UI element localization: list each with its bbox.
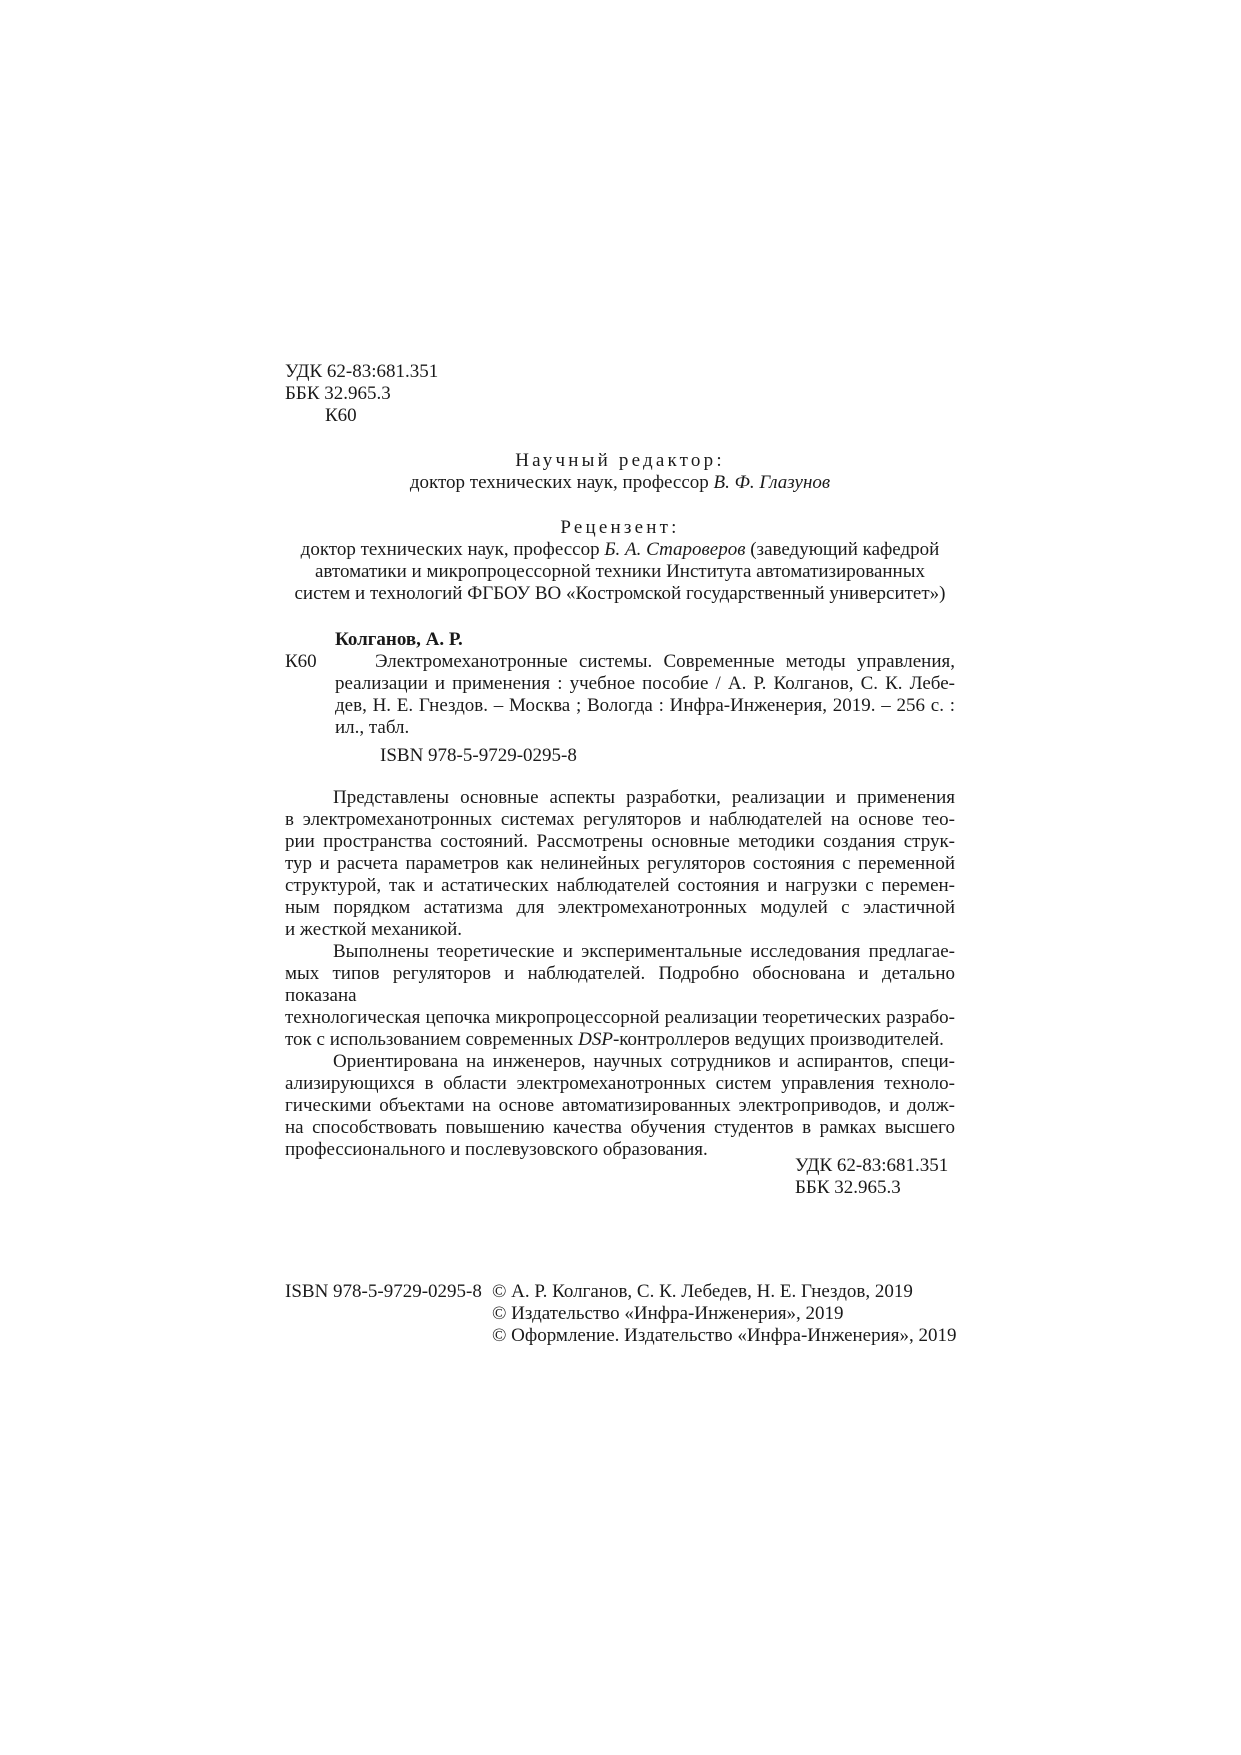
biblio-line: дев, Н. Е. Гнездов. – Москва ; Вологда : Инфра-Инженерия, 2019. – 256 с. :: [335, 695, 955, 716]
abstract-line: ализирующихся в области электромеханотронных систем управления техноло-: [285, 1073, 955, 1094]
copyright-block: [492, 1281, 957, 1347]
abstract-line: структурой, так и астатических наблюдателей состояния и нагрузки с перемен-: [285, 875, 955, 896]
reviewer-heading: Рецензент:: [560, 517, 680, 538]
biblio-line: реализации и применения : учебное пособие / А. Р. Колганов, С. К. Лебе-: [335, 673, 955, 694]
reviewer-line-1: доктор технических наук, профессор Б. А. Староверов (заведующий кафедрой: [300, 539, 940, 560]
bottom-classification: [795, 1155, 948, 1199]
abstract-line: на способствовать повышению качества обучения студентов в рамках высшего: [285, 1117, 955, 1138]
bottom-udk: УДК 62-83:681.351: [795, 1155, 949, 1176]
bbk-code: ББК 32.965.3: [285, 383, 391, 404]
biblio-line: Электромеханотронные системы. Современные методы управления,: [375, 651, 955, 672]
editor-line: доктор технических наук, профессор В. Ф. Глазунов: [409, 472, 831, 493]
biblio-line: ил., табл.: [335, 717, 410, 738]
biblio-description: [335, 651, 955, 767]
editor-name: В. Ф. Глазунов: [713, 472, 831, 493]
copyright-line: © Издательство «Инфра-Инженерия», 2019: [492, 1303, 844, 1324]
abstract-line: профессионального и послевузовского образования.: [285, 1139, 708, 1160]
abstract-line: Ориентирована на инженеров, научных сотрудников и аспирантов, специ-: [333, 1051, 955, 1072]
biblio-author: Колганов, А. Р.: [335, 629, 463, 650]
abstract-line: в электромеханотронных системах регуляторов и наблюдателей на основе тео-: [285, 809, 955, 830]
abstract-line: мых типов регуляторов и наблюдателей. Подробно обоснована и детально показана: [285, 963, 955, 1006]
reviewer-name: Б. А. Староверов: [604, 539, 746, 560]
author-mark: К60: [325, 405, 357, 426]
abstract-line: и жесткой механикой.: [285, 919, 463, 940]
biblio-isbn: ISBN 978-5-9729-0295-8: [380, 745, 577, 766]
biblio-mark: К60: [285, 651, 317, 672]
copyright-isbn: ISBN 978-5-9729-0295-8: [285, 1281, 482, 1302]
abstract-line: ток с использованием современных DSP-контроллеров ведущих производителей.: [285, 1029, 944, 1050]
editor-heading: Научный редактор:: [515, 450, 725, 471]
editor-block: [285, 450, 955, 494]
abstract-line: Представлены основные аспекты разработки, реализации и применения: [333, 787, 955, 808]
dsp-term: DSP: [578, 1029, 613, 1050]
reviewer-block: [285, 517, 955, 605]
abstract-line: тур и расчета параметров как нелинейных регуляторов состояния с переменной: [285, 853, 955, 874]
abstract-line: ным порядком астатизма для электромеханотронных модулей с эластичной: [285, 897, 955, 918]
abstract-line: технологическая цепочка микропроцессорной реализации теоретических разрабо-: [285, 1007, 955, 1028]
abstract-line: гическими объектами на основе автоматизированных электроприводов, и долж-: [285, 1095, 955, 1116]
classification-block: [285, 361, 438, 427]
reviewer-line-2: автоматики и микропроцессорной техники Института автоматизированных: [314, 561, 925, 582]
reviewer-line-3: систем и технологий ФГБОУ ВО «Костромской государственный университет»): [294, 583, 946, 604]
udk-code: УДК 62-83:681.351: [285, 361, 439, 382]
abstract: [285, 787, 955, 1161]
copyright-line: © А. Р. Колганов, С. К. Лебедев, Н. Е. Гнездов, 2019: [492, 1281, 913, 1302]
bottom-bbk: ББК 32.965.3: [795, 1177, 901, 1198]
abstract-line: рии пространства состояний. Рассмотрены основные методики создания струк-: [285, 831, 955, 852]
copyright-line: © Оформление. Издательство «Инфра-Инженерия», 2019: [492, 1325, 957, 1346]
abstract-line: Выполнены теоретические и экспериментальные исследования предлагае-: [333, 941, 955, 962]
